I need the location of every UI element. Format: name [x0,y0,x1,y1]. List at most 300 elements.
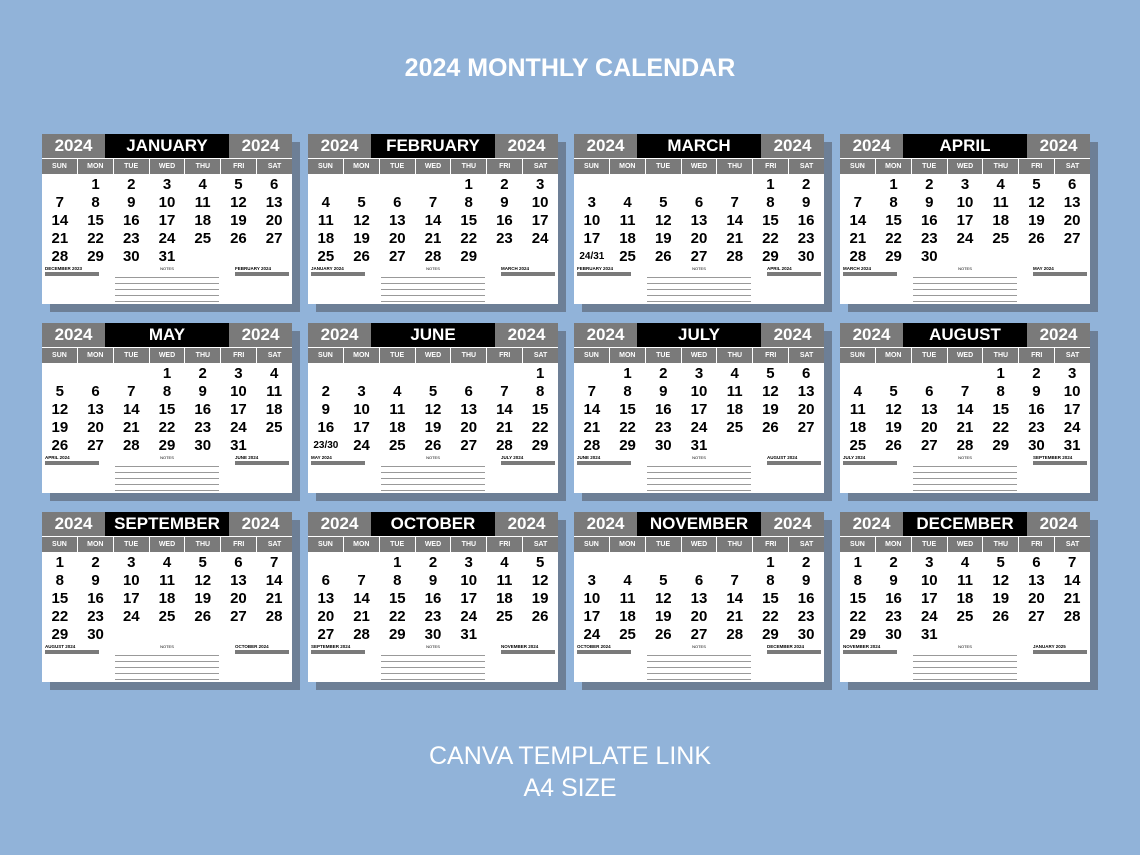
mini-day-cell [882,671,890,675]
month-card-march [574,134,824,304]
weekday-label: FRI [752,348,788,363]
day-cell: 19 [51,419,69,436]
mini-calendar-next [501,644,555,675]
card-face [840,512,1090,682]
empty-cell [344,554,380,572]
mini-day-cell [532,293,540,297]
mini-day-cell [1056,671,1064,675]
weekday-label: SAT [788,537,824,552]
weekday-label: FRI [1018,348,1054,363]
mini-day-cell [258,671,266,675]
month-card-july [574,323,824,493]
day-cell: 27 [797,419,815,436]
day-cell: 4 [198,176,207,193]
month-header [308,323,558,347]
mini-day-cell [319,671,327,675]
day-cell: 4 [321,194,331,211]
year-label-left: 2024 [54,514,93,533]
day-cell: 23 [920,230,938,247]
mini-day-cell [311,482,319,486]
day-cell: 26 [885,437,902,454]
month-name: NOVEMBER [637,512,761,536]
day-cell: 10 [460,572,478,589]
month-header [574,134,824,158]
mini-day-grid [501,654,555,675]
day-cell: 31 [1063,437,1081,454]
mini-day-cell [274,482,282,486]
day-cell: 19 [424,419,442,436]
day-cell: 30 [424,626,442,643]
notes-label: NOTES [426,266,440,271]
mini-day-cell [767,671,775,675]
day-cell: 8 [996,383,1005,400]
weekday-label: THU [716,348,752,363]
day-cell: 5 [198,554,207,571]
year-label-right: 2024 [1039,325,1078,344]
day-cell: 29 [388,626,406,643]
mini-day-cell [501,482,509,486]
day-cell: 11 [194,194,211,211]
mini-day-cell [524,671,532,675]
mini-day-cell [616,482,624,486]
day-cell: 23/30 [313,440,339,451]
year-label-right: 2024 [773,136,812,155]
day-cell: 20 [230,590,247,607]
day-cell: 9 [889,572,898,589]
mini-day-grid [577,465,631,486]
mini-day-grid [843,654,897,675]
notes-line[interactable] [381,674,485,680]
day-cell: 27 [1063,230,1081,247]
card-footer [843,455,1087,489]
notes-line[interactable] [381,296,485,302]
day-cell: 11 [619,212,636,229]
day-cell: 29 [531,437,549,454]
mini-calendar-next [1033,266,1087,297]
day-grid [574,363,824,455]
card-footer [311,266,555,300]
day-cell: 3 [127,554,136,571]
mini-calendar-label: JUNE 2024 [577,455,601,460]
day-cell: 18 [317,230,335,247]
mini-day-cell [319,482,327,486]
card-face [308,323,558,493]
day-cell: 12 [1028,194,1045,211]
day-cell: 4 [996,176,1005,193]
mini-day-cell [585,293,593,297]
year-label-left: 2024 [586,136,625,155]
mini-day-cell [509,482,517,486]
day-cell: 27 [230,608,247,625]
day-cell: 20 [797,401,815,418]
mini-day-cell [782,293,790,297]
mini-day-cell [516,293,524,297]
weekday-label: TUE [379,537,415,552]
day-cell: 21 [849,230,867,247]
mini-calendar-next [501,455,555,486]
day-cell: 9 [428,572,438,589]
day-cell: 30 [885,626,902,643]
mini-calendar-label: SEPTEMBER 2024 [311,644,351,649]
mini-day-cell [806,293,814,297]
card-footer [577,266,821,300]
day-cell: 19 [654,230,672,247]
day-cell: 10 [122,572,140,589]
empty-cell [487,365,523,383]
day-cell: 20 [317,608,335,625]
mini-day-cell [843,293,851,297]
notes-line[interactable] [115,674,219,680]
day-grid [308,552,558,644]
month-header [42,323,292,347]
day-cell: 18 [158,590,176,607]
day-cell: 4 [500,554,509,571]
mini-day-cell [258,293,266,297]
day-cell: 4 [162,554,172,571]
weekday-label: FRI [486,348,522,363]
day-cell: 23 [122,230,140,247]
weekday-label: WED [415,348,451,363]
day-cell: 13 [265,194,283,211]
mini-day-cell [1033,482,1041,486]
weekday-label: SAT [788,348,824,363]
mini-day-cell [858,671,866,675]
mini-day-cell [250,293,258,297]
day-cell: 31 [158,248,176,265]
mini-day-cell [357,482,365,486]
empty-cell [344,365,380,383]
day-cell: 26 [230,230,247,247]
day-cell: 30 [122,248,140,265]
mini-day-cell [858,293,866,297]
mini-calendar-prev [45,644,99,675]
weekday-label: WED [681,348,717,363]
day-cell: 23 [87,608,104,625]
day-cell: 3 [694,365,704,382]
day-cell: 25 [317,248,335,265]
month-card-april [840,134,1090,304]
day-cell: 29 [619,437,636,454]
day-cell: 5 [996,554,1005,571]
day-cell: 30 [920,248,938,265]
mini-day-cell [1064,293,1072,297]
notes-line[interactable] [381,485,485,491]
notes-label: NOTES [426,644,440,649]
day-cell: 13 [1063,194,1081,211]
day-cell: 11 [317,212,334,229]
month-header [42,134,292,158]
mini-day-cell [1048,293,1056,297]
mini-day-cell [235,671,243,675]
mini-day-cell [501,671,509,675]
weekday-label: WED [947,348,983,363]
empty-cell [717,554,753,572]
notes-line[interactable] [913,674,1017,680]
weekday-label: TUE [645,537,681,552]
day-cell: 16 [654,401,672,418]
weekday-row [308,536,558,552]
mini-day-grid [235,465,289,486]
day-grid [840,363,1090,455]
day-cell: 8 [535,383,545,400]
weekday-row [42,158,292,174]
day-cell: 1 [853,554,863,571]
notes-area [911,266,1019,302]
day-cell: 14 [849,212,867,229]
empty-cell [113,365,149,383]
day-cell: 24 [230,419,247,436]
day-cell: 25 [496,608,513,625]
day-cell: 5 [357,194,366,211]
day-cell: 27 [317,626,335,643]
mini-day-cell [68,482,76,486]
mini-day-cell [342,482,350,486]
weekday-row [840,536,1090,552]
notes-line[interactable] [647,674,751,680]
day-cell: 27 [388,248,406,265]
day-cell: 24/31 [579,251,605,262]
day-cell: 13 [690,590,708,607]
day-cell: 13 [1028,572,1045,589]
empty-cell [574,176,610,194]
day-cell: 20 [690,608,708,625]
month-card-may [42,323,292,493]
day-cell: 30 [654,437,672,454]
mini-day-cell [616,293,624,297]
day-cell: 29 [885,248,902,265]
mini-day-cell [1072,482,1080,486]
month-name: MARCH [637,134,761,158]
day-cell: 2 [889,554,898,571]
day-cell: 14 [51,212,69,229]
card-face [840,134,1090,304]
day-cell: 17 [460,590,478,607]
day-cell: 12 [230,194,247,211]
notes-label: NOTES [692,266,706,271]
day-cell: 25 [619,626,636,643]
notes-area [379,644,487,680]
mini-day-cell [540,293,548,297]
mini-day-cell [274,293,282,297]
day-cell: 17 [1063,401,1081,418]
mini-day-cell [843,482,851,486]
weekday-label: WED [681,159,717,174]
mini-calendar-next [1033,455,1087,486]
weekday-label: MON [875,348,911,363]
empty-cell [681,554,717,572]
day-cell: 19 [992,590,1010,607]
weekday-label: FRI [486,537,522,552]
day-cell: 19 [885,419,902,436]
day-cell: 6 [925,383,934,400]
day-cell: 9 [801,194,811,211]
day-cell: 10 [583,212,601,229]
day-cell: 13 [388,212,406,229]
mini-day-cell [68,293,76,297]
day-cell: 8 [766,572,775,589]
mini-day-cell [806,482,814,486]
empty-cell [645,176,681,194]
day-cell: 21 [726,230,744,247]
notes-area [379,455,487,491]
day-cell: 27 [690,248,708,265]
mini-day-cell [600,482,608,486]
notes-line[interactable] [647,485,751,491]
weekday-label: TUE [379,159,415,174]
mini-day-grid [311,276,365,297]
card-face [574,323,824,493]
day-cell: 5 [659,572,668,589]
day-cell: 25 [849,437,867,454]
weekday-label: WED [149,537,185,552]
weekday-label: SAT [522,348,558,363]
mini-day-cell [1079,671,1087,675]
notes-line[interactable] [913,485,1017,491]
weekday-label: THU [450,348,486,363]
notes-line[interactable] [115,485,219,491]
weekday-label: MON [875,537,911,552]
day-cell: 13 [460,401,478,418]
day-cell: 1 [393,554,402,571]
mini-day-cell [68,671,76,675]
mini-day-cell [1072,293,1080,297]
weekday-label: MON [343,159,379,174]
day-cell: 8 [91,194,100,211]
empty-cell [574,554,610,572]
day-cell: 9 [198,383,207,400]
day-cell: 9 [321,401,331,418]
mini-day-cell [813,482,821,486]
mini-day-cell [874,293,882,297]
mini-day-cell [540,482,548,486]
card-footer [311,455,555,489]
day-cell: 8 [889,194,898,211]
mini-calendar-prev [843,644,897,675]
month-name: JUNE [371,323,495,347]
month-header [574,512,824,536]
mini-calendar-label: MARCH 2024 [843,266,872,271]
day-cell: 28 [353,626,370,643]
empty-cell [415,365,451,383]
mini-day-cell [53,482,61,486]
notes-line[interactable] [647,296,751,302]
mini-day-cell [616,671,624,675]
month-name: AUGUST [903,323,1027,347]
mini-day-cell [235,293,243,297]
mini-day-cell [235,482,243,486]
mini-calendar-next [767,644,821,675]
weekday-label: MON [609,537,645,552]
day-cell: 2 [321,383,331,400]
mini-calendar-label: JANUARY 2025 [1033,644,1066,649]
day-cell: 9 [925,194,934,211]
card-footer [45,266,289,300]
day-grid [840,552,1090,644]
day-cell: 2 [428,554,438,571]
day-cell: 6 [694,194,704,211]
mini-calendar-prev [577,455,631,486]
day-cell: 21 [122,419,140,436]
day-cell: 17 [158,212,176,229]
day-cell: 2 [127,176,136,193]
weekday-label: MON [77,348,113,363]
mini-day-cell [350,293,358,297]
day-cell: 23 [424,608,442,625]
canva-template-link[interactable]: CANVA TEMPLATE LINK [428,742,712,770]
day-cell: 23 [797,230,815,247]
notes-label: NOTES [160,455,174,460]
mini-day-cell [350,482,358,486]
mini-day-cell [532,482,540,486]
year-label-left: 2024 [320,325,359,344]
day-cell: 29 [992,437,1010,454]
empty-cell [451,365,487,383]
day-cell: 12 [531,572,549,589]
day-cell: 30 [1028,437,1045,454]
day-cell: 14 [583,401,601,418]
mini-day-grid [501,465,555,486]
day-cell: 4 [853,383,863,400]
month-card-january [42,134,292,304]
weekday-label: FRI [220,159,256,174]
mini-calendar-prev [577,266,631,297]
mini-day-cell [1041,671,1049,675]
weekday-label: SUN [52,352,67,359]
weekday-label: SAT [522,159,558,174]
empty-cell [379,365,415,383]
mini-day-cell [882,482,890,486]
notes-label: NOTES [426,455,440,460]
day-cell: 15 [460,212,478,229]
day-cell: 27 [1028,608,1045,625]
day-cell: 19 [1028,212,1045,229]
mini-day-cell [243,671,251,675]
calendar-grid [42,134,1090,682]
day-cell: 21 [265,590,283,607]
weekday-label: THU [450,537,486,552]
mini-day-cell [281,482,289,486]
day-cell: 27 [265,230,283,247]
mini-day-cell [592,671,600,675]
mini-day-cell [45,482,53,486]
mini-day-cell [1079,293,1087,297]
mini-day-cell [798,293,806,297]
mini-day-cell [874,482,882,486]
day-cell: 22 [619,419,636,436]
mini-calendar-label: AUGUST 2024 [767,455,798,460]
notes-line[interactable] [115,296,219,302]
day-cell: 28 [726,626,744,643]
day-cell: 12 [654,212,672,229]
day-cell: 28 [583,437,601,454]
day-cell: 11 [496,572,513,589]
day-cell: 17 [583,608,601,625]
weekday-label: SUN [318,352,333,359]
day-cell: 6 [234,554,243,571]
year-label-left: 2024 [54,136,93,155]
mini-calendar-label: JULY 2024 [501,455,524,460]
notes-area [911,644,1019,680]
day-cell: 11 [849,401,866,418]
notes-line[interactable] [913,296,1017,302]
day-cell: 16 [920,212,938,229]
day-cell: 15 [849,590,867,607]
mini-day-cell [1056,482,1064,486]
mini-day-grid [767,276,821,297]
weekday-label: WED [149,159,185,174]
day-cell: 15 [992,401,1010,418]
day-cell: 2 [801,176,811,193]
